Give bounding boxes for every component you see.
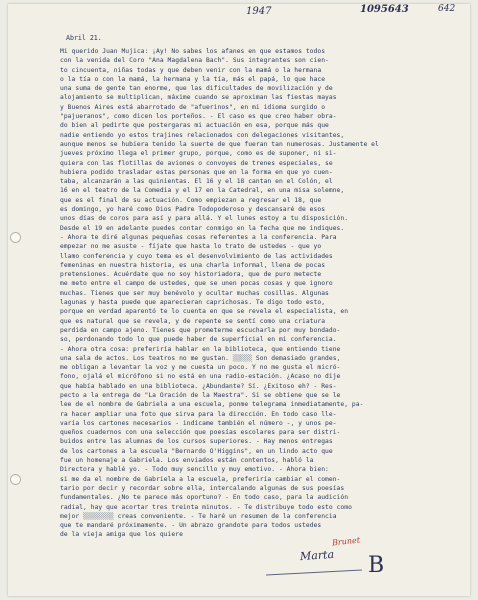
letter-line: fue un homenaje a Gabriela. Los enviados están contentos, habló la <box>60 457 314 465</box>
letter-line: Directora y hablé yo. - Todo muy sencillo y muy emotivo. - Ahora bien: <box>60 466 329 474</box>
letter-line: si me da el nombre de Gabriela a la escuela, preferiría cambiar el comen- <box>60 475 341 483</box>
letter-line: Desde el 19 en adelante puedes contar conmigo en la fecha que me indiques. <box>60 224 345 232</box>
letter-line: perdida en campo ajeno. Tienes que prometerme escucharla por muy bondado- <box>60 326 341 334</box>
letter-line: muchas. Tienes que ser muy benévolo y ocultar muchas cosillas. Algunas <box>60 289 329 297</box>
letter-line: ra hacer ampliar una foto que sirva para la dirección. En todo caso lle- <box>60 410 337 418</box>
letter-line: que es natural que se revela, y de repente se sentí como una criatura <box>60 317 326 325</box>
letter-line: con la venida del Coro "Ana Magdalena Bach". Sus integrantes son cien- <box>60 57 329 65</box>
letter-line: empezar no me asuste - fíjate que hasta lo trato de ustedes - que yo <box>60 243 322 251</box>
letter-line: mejor ░░░░░░░░ creas conveniente. - Te haré un resumen de la conferencia <box>60 512 337 520</box>
letter-line: me obligan a levantar la voz y me cuesta un poco. Y no me gusta el micró- <box>60 364 341 372</box>
letter-line: fundamentales. ¿No te parece más oportuno? - En todo caso, para la audición <box>60 494 349 502</box>
letter-line: so, perdonando todo lo que puede haber de superficial en mi conferencia. <box>60 336 337 344</box>
letter-line: queños cuadernos con una selección que poesías escolares para ser distri- <box>60 429 341 437</box>
letter-line: fono, ojalá el micrófono si no está en una radio-estación. ¿Acaso no dije <box>60 373 341 381</box>
letter-line: jueves próximo llega el primer grupo, porque, como es de suponer, ni si- <box>60 150 337 158</box>
letter-date: Abril 21. <box>66 34 102 42</box>
signature: Marta <box>299 547 335 564</box>
letter-line: aunque menos se hubiera tenido la suerte de que fueran tan numerosas. Justamente el <box>60 140 379 148</box>
letter-line: varía los cartones necesarios - indícame también el número -, y unos pe- <box>60 419 337 427</box>
letter-line: lee de el nombre de Gabriela a una escuela, ponme telegrama inmediatamente, pa- <box>60 401 364 409</box>
letter-line: do bien al pedirte que postergaras mi actuación en esa, porque más que <box>60 122 329 130</box>
letter-line: una sala de actos. Los teatros no me gustan. ░░░░░ Son demasiado grandes, <box>60 354 341 362</box>
letter-line: "pajueranos", como dicen los porteños. - El caso es que creo haber obra- <box>60 113 337 121</box>
letter-line: llamo conferencia y cuyo tema es el desenvolvimiento de las actividades <box>60 252 333 260</box>
punch-hole <box>10 474 21 485</box>
letter-line: es domingo, yo haré como Dios Padre Todopoderoso y descansaré de esos <box>60 206 326 214</box>
letter-line: Mi querido Juan Mujica: ¡Ay! No sabes los afanes en que estamos todos <box>60 48 326 55</box>
surname-annotation: Brunet <box>331 535 361 548</box>
letter-line: alojamiento se multiplican, máxime cuando se aproximan las fiestas mayas <box>60 94 337 102</box>
letter-line: buidos entre las alumnas de los cursos superiores. - Hay menos entregas <box>60 438 333 446</box>
letter-line: pretensiones. Acuérdate que no soy historiadora, que de puro metecte <box>60 271 322 279</box>
letter-line: una suma de gente tan enorme, que las dificultades de movilización y de <box>60 85 333 93</box>
letter-line: unos días de coros para así y para allá. Y el lunes estoy a tu disposición. <box>60 215 349 223</box>
letter-line: 16 en el teatro de la Comedia y el 17 en la Catedral, en una misa solemne, <box>60 187 345 195</box>
letter-line: de los cartones a la escuela "Bernardo O'Higgins", en un lindo acto que <box>60 447 333 455</box>
letter-body <box>60 47 438 540</box>
letter-line: hubiera podido trasladar estas personas que en la forma en que yo cuen- <box>60 168 333 176</box>
letter-mark: B <box>368 553 385 578</box>
letter-line: porque en verdad aparentó te lo cuenta en que se revela el especialista, en <box>60 308 349 316</box>
letter-line: me meto entre el campo de ustedes, que se unen pocas cosas y que ignoro <box>60 280 333 288</box>
year-annotation: 1947 <box>246 6 272 17</box>
letter-line: - Ahora otra cosa: preferiría hablar en la biblioteca, que entiendo tiene <box>60 345 341 353</box>
letter-line: tario por decir y recordar sobre ella, intercalando algunas de sus poesías <box>60 484 345 492</box>
letter-line: y Buenos Aires está abarrotado de "afuerinos", en mi idioma surgido o <box>60 103 326 111</box>
punch-hole <box>10 232 21 243</box>
letter-line: que había hablado en una biblioteca. ¿Abundante? Sí. ¿Exitoso eh? - Res- <box>60 382 337 390</box>
letter-line: que te mandaré próximamente. - Un abrazo grandote para todos ustedes <box>60 522 322 530</box>
catalog-number: 1095643 <box>360 4 409 15</box>
page-number: 642 <box>438 4 456 14</box>
letter-line: nadie entiendo yo estos trajines relacionados con delegaciones visitantes, <box>60 131 345 139</box>
letter-line: lagunas y hasta puede que aparecieran caprichosas. Te digo todo esto, <box>60 299 326 307</box>
letter-line: - Ahora te diré algunas pequeñas cosas referentes a la conferencia. Para <box>60 233 337 241</box>
letter-line: de la vieja amiga que los quiere <box>60 531 183 539</box>
letter-line: pecto a la entrega de "La Oración de la Maestra". Si se obtiene que se le <box>60 391 341 399</box>
letter-line: radial, hay que acortar tres treinta minutos. - Te distribuye todo esto como <box>60 503 352 511</box>
letter-line: femeninas en nuestra historia, es una charla informal, llena de pocas <box>60 261 326 269</box>
letter-line: que es el final de su actuación. Como empiezan a regresar el 18, que <box>60 196 322 204</box>
letter-line: quiera con las flotillas de aviones o convoyes de trenes especiales, se <box>60 159 333 167</box>
letter-line: o la tía o con la mamá, la hermana y la tía, más el papá, lo que hace <box>60 75 326 83</box>
letter-line: to cincuenta, niñas todas y que deben venir con la mamá o la hermana <box>60 66 322 74</box>
letter-line: taba, alcanzarán a las quinientas. El 16 y el 18 cantan en el Colón, el <box>60 178 333 186</box>
